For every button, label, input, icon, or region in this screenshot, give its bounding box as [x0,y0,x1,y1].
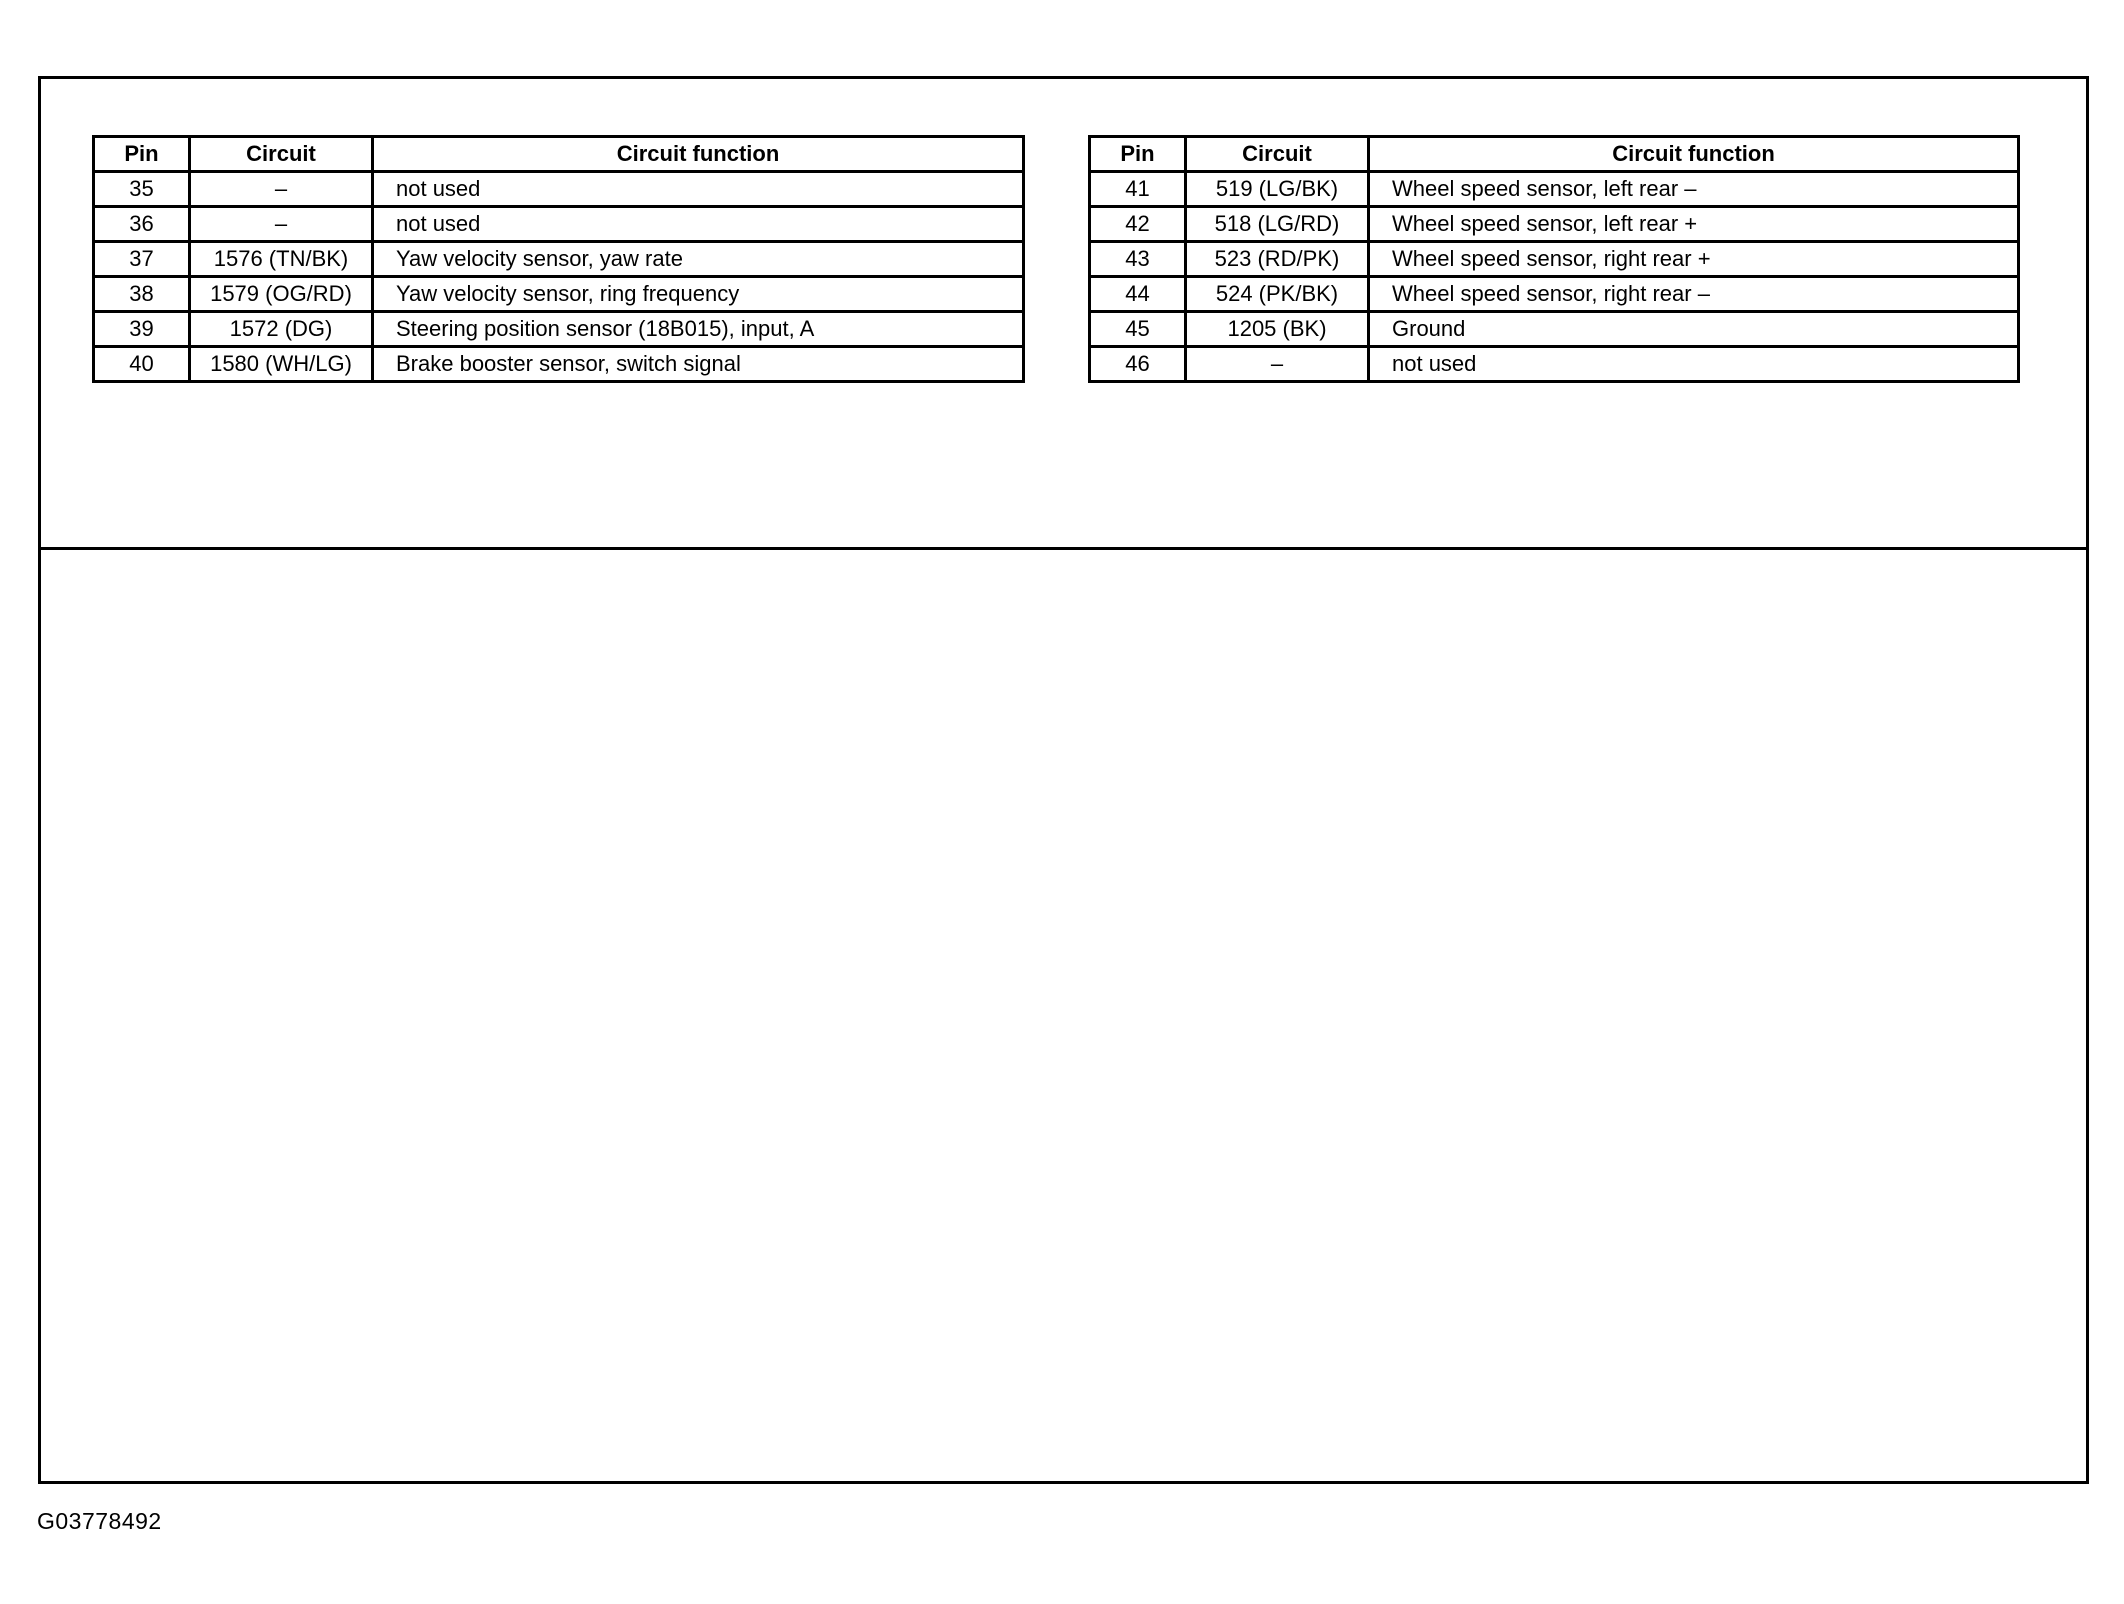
table-row [1090,242,2019,277]
frame-corner-tick [38,76,62,79]
figure-id: G03778492 [37,1508,162,1534]
pin-cell: 35 [94,172,190,207]
circuit-cell: – [190,172,373,207]
table-row [1090,172,2019,207]
table-row [94,347,1024,382]
table-row [94,172,1024,207]
function-cell: Yaw velocity sensor, yaw rate [373,242,1024,277]
circuit-cell: 1579 (OG/RD) [190,277,373,312]
pin-table-left [92,135,1025,383]
table-header-row [1090,137,2019,172]
table-row [1090,312,2019,347]
pin-cell: 46 [1090,347,1186,382]
circuit-cell: 1580 (WH/LG) [190,347,373,382]
pin-cell: 37 [94,242,190,277]
table-row [94,242,1024,277]
function-cell: Wheel speed sensor, left rear + [1369,207,2019,242]
table-row [94,312,1024,347]
pin-cell: 40 [94,347,190,382]
circuit-cell: – [1186,347,1369,382]
table-row [1090,277,2019,312]
circuit-function-header: Circuit function [373,137,1024,172]
pin-cell: 36 [94,207,190,242]
pin-header: Pin [1090,137,1186,172]
section-divider [41,547,2086,550]
circuit-cell: – [190,207,373,242]
circuit-cell: 518 (LG/RD) [1186,207,1369,242]
pin-cell: 41 [1090,172,1186,207]
function-cell: not used [373,207,1024,242]
table-header-row [94,137,1024,172]
circuit-header: Circuit [190,137,373,172]
table-row [1090,207,2019,242]
function-cell: Wheel speed sensor, right rear – [1369,277,2019,312]
pin-table-right [1088,135,2020,383]
function-cell: Yaw velocity sensor, ring frequency [373,277,1024,312]
function-cell: not used [1369,347,2019,382]
function-cell: Ground [1369,312,2019,347]
circuit-function-header: Circuit function [1369,137,2019,172]
circuit-cell: 1205 (BK) [1186,312,1369,347]
function-cell: Wheel speed sensor, left rear – [1369,172,2019,207]
function-cell: Brake booster sensor, switch signal [373,347,1024,382]
function-cell: Steering position sensor (18B015), input, A [373,312,1024,347]
circuit-cell: 519 (LG/BK) [1186,172,1369,207]
circuit-cell: 1572 (DG) [190,312,373,347]
pin-cell: 43 [1090,242,1186,277]
pin-cell: 42 [1090,207,1186,242]
function-cell: not used [373,172,1024,207]
table-row [94,207,1024,242]
table-row [1090,347,2019,382]
pin-cell: 38 [94,277,190,312]
pin-header: Pin [94,137,190,172]
function-cell: Wheel speed sensor, right rear + [1369,242,2019,277]
circuit-cell: 524 (PK/BK) [1186,277,1369,312]
table-row [94,277,1024,312]
circuit-cell: 1576 (TN/BK) [190,242,373,277]
pin-cell: 44 [1090,277,1186,312]
pin-cell: 45 [1090,312,1186,347]
circuit-cell: 523 (RD/PK) [1186,242,1369,277]
circuit-header: Circuit [1186,137,1369,172]
pin-cell: 39 [94,312,190,347]
